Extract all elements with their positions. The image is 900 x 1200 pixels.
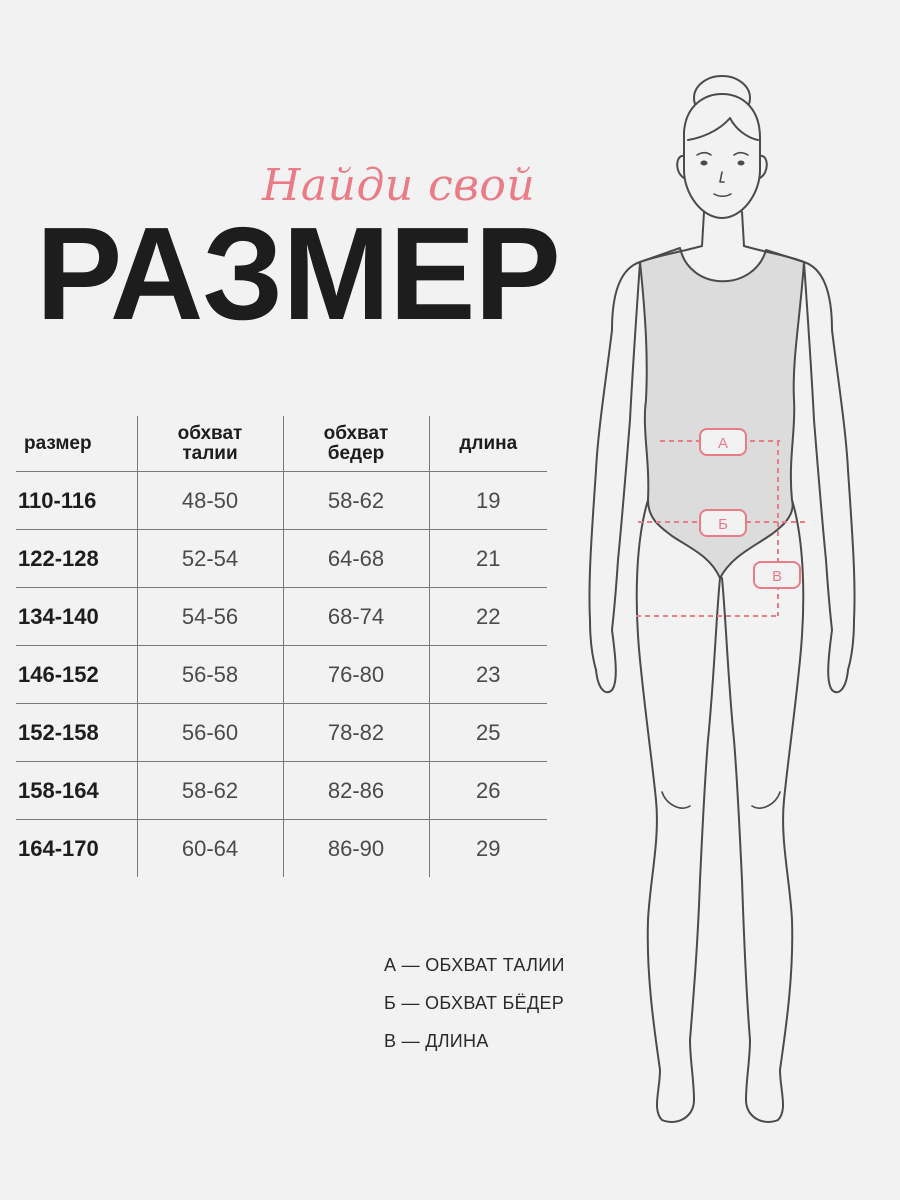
legend-length: В — ДЛИНА xyxy=(384,1031,489,1051)
table-row xyxy=(16,762,547,820)
cell-hips: 76-80 xyxy=(283,646,429,704)
header-hips-line-1: обхват xyxy=(323,422,389,444)
cell-length: 23 xyxy=(429,646,547,704)
cell-hips: 58-62 xyxy=(283,472,429,530)
header-size-line-1: размер xyxy=(24,432,92,454)
legend-hips: Б — ОБХВАТ БЁДЕР xyxy=(384,993,565,1013)
body-figure-illustration xyxy=(580,70,880,1130)
cell-waist: 48-50 xyxy=(137,472,283,530)
cell-waist: 56-60 xyxy=(137,704,283,762)
right-ear xyxy=(760,156,767,178)
cell-hips: 68-74 xyxy=(283,588,429,646)
left-arm-inner xyxy=(612,262,640,630)
left-leg-outer xyxy=(637,500,694,1122)
cell-size: 146-152 xyxy=(16,646,137,704)
left-arm-outer xyxy=(589,330,612,670)
cell-hips: 64-68 xyxy=(283,530,429,588)
table-row xyxy=(16,646,547,704)
table-row xyxy=(16,704,547,762)
header-length-line-1: длина xyxy=(459,432,518,454)
right-leg-outer xyxy=(746,500,803,1122)
legend-waist: А — ОБХВАТ ТАЛИИ xyxy=(384,955,565,975)
right-knee xyxy=(752,792,780,808)
left-eye xyxy=(701,161,708,166)
header-length xyxy=(429,416,547,472)
cell-waist: 52-54 xyxy=(137,530,283,588)
right-leg-inner xyxy=(722,578,750,1040)
marker-waist xyxy=(700,429,746,455)
cell-size: 152-158 xyxy=(16,704,137,762)
cell-waist: 56-58 xyxy=(137,646,283,704)
cell-waist: 58-62 xyxy=(137,762,283,820)
cell-hips: 78-82 xyxy=(283,704,429,762)
table-header-row xyxy=(16,416,547,472)
right-arm-outer xyxy=(832,330,855,670)
marker-length-label: В xyxy=(771,568,783,585)
marker-hips-label: Б xyxy=(718,516,728,533)
marker-hips xyxy=(700,510,746,536)
head-outline xyxy=(684,94,760,218)
table-row xyxy=(16,820,547,878)
size-table xyxy=(16,416,547,877)
marker-length xyxy=(754,562,800,588)
subtitle: Найди свой xyxy=(262,160,536,211)
left-leg-inner xyxy=(690,578,720,1040)
cell-waist: 54-56 xyxy=(137,588,283,646)
cell-length: 19 xyxy=(429,472,547,530)
header-hips xyxy=(283,416,429,472)
right-hand xyxy=(828,630,848,692)
left-knee xyxy=(662,792,690,808)
cell-size: 158-164 xyxy=(16,762,137,820)
cell-size: 110-116 xyxy=(16,472,137,530)
cell-size: 134-140 xyxy=(16,588,137,646)
table-row xyxy=(16,472,547,530)
cell-hips: 82-86 xyxy=(283,762,429,820)
right-arm-inner xyxy=(804,262,832,630)
cell-length: 26 xyxy=(429,762,547,820)
left-ear xyxy=(677,156,684,178)
cell-length: 25 xyxy=(429,704,547,762)
header-waist xyxy=(137,416,283,472)
header-size xyxy=(16,416,137,472)
cell-length: 21 xyxy=(429,530,547,588)
cell-waist: 60-64 xyxy=(137,820,283,878)
header-waist-line-2: талии xyxy=(182,442,238,464)
cell-length: 29 xyxy=(429,820,547,878)
page-title: РАЗМЕР xyxy=(36,200,560,347)
header-hips-line-2: бедер xyxy=(327,442,385,464)
cell-size: 164-170 xyxy=(18,835,99,861)
measurement-legend xyxy=(384,953,565,1067)
table-row xyxy=(16,588,547,646)
right-eye xyxy=(738,161,745,166)
marker-waist-label: А xyxy=(717,435,729,452)
cell-size: 122-128 xyxy=(16,530,137,588)
header-waist-line-1: обхват xyxy=(177,422,243,444)
left-hand xyxy=(596,630,616,692)
cell-hips: 86-90 xyxy=(283,820,429,878)
table-row xyxy=(16,530,547,588)
cell-length: 22 xyxy=(429,588,547,646)
